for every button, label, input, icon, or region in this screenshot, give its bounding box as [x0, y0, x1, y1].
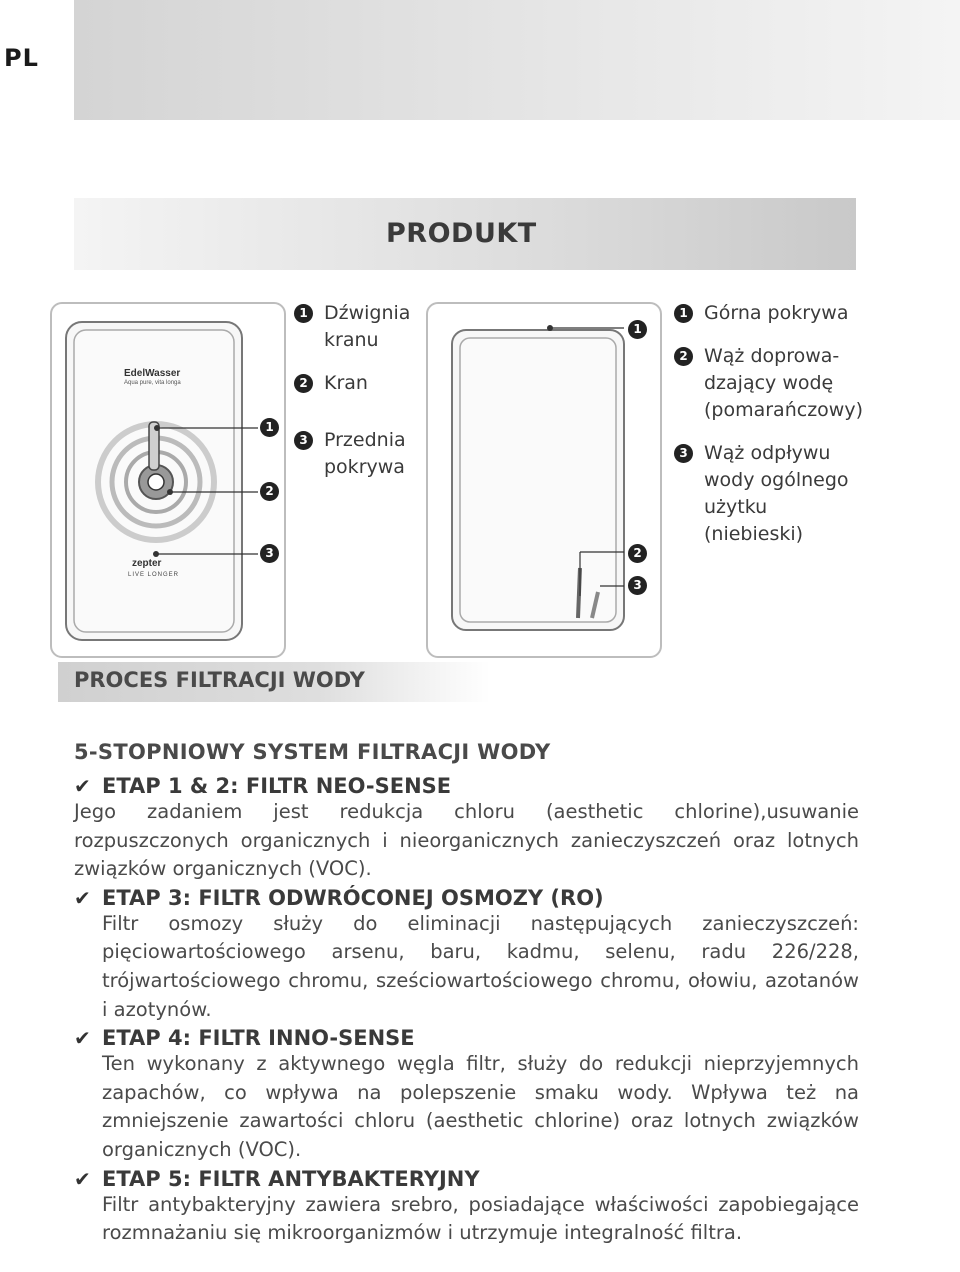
stage-title: [74, 774, 859, 798]
number-badge: 1: [674, 304, 693, 323]
header-band: [74, 0, 960, 120]
callout-1: 1: [260, 418, 279, 437]
number-badge: 3: [674, 444, 693, 463]
stage-description: Filtr antybakteryjny zawiera srebro, posiadające właściwości zapobiegające rozmnażaniu się mikroorganizmów i utrzymuje integralność filtra.: [102, 1192, 859, 1245]
callout-2: 2: [260, 482, 279, 501]
legend-text: Wąż doprowa- dzający wodę (pomarańczowy): [704, 345, 863, 421]
stage-title-text: ETAP 3: FILTR ODWRÓCONEJ OSMOZY (RO): [102, 885, 604, 910]
back-view-legend: [674, 300, 868, 548]
legend-text: Przednia pokrywa: [324, 429, 406, 478]
front-view-legend: [294, 300, 420, 481]
stage-title-text: ETAP 4: FILTR INNO-SENSE: [102, 1026, 415, 1051]
stage-4: [74, 1026, 859, 1164]
back-view-illustration: [426, 302, 662, 658]
callout-2: 2: [628, 544, 647, 563]
number-badge: 2: [674, 347, 693, 366]
legend-text: Kran: [324, 372, 368, 394]
front-view-illustration: [50, 302, 286, 658]
check-icon: ✔: [74, 1166, 91, 1191]
language-label: PL: [4, 44, 39, 72]
stage-5: [74, 1167, 859, 1248]
legend-item: [674, 300, 868, 327]
filtration-content: [74, 740, 859, 1248]
legend-item: [674, 440, 868, 548]
check-icon: ✔: [74, 774, 91, 798]
callout-1: 1: [628, 320, 647, 339]
number-badge: 1: [294, 304, 313, 323]
legend-text: Wąż odpływu wody ogólnego użytku (niebieski): [704, 442, 849, 545]
number-badge: 2: [294, 374, 313, 393]
stage-title-text: ETAP 5: FILTR ANTYBAKTERYJNY: [102, 1166, 480, 1191]
legend-item: [294, 427, 420, 481]
brand-tagline: Aqua pure, vita longa: [124, 380, 181, 386]
section-title: PROCES FILTRACJI WODY: [74, 668, 365, 692]
legend-item: [294, 300, 420, 354]
stage-title: [74, 1026, 859, 1050]
stage-description: Ten wykonany z aktywnego węgla filtr, służy do redukcji nieprzyjemnych zapachów, co wpływa na polepszenie smaku wody. Wpływa też na zmniejszenie zawartości chloru (aesthetic chlorine) oraz lotnych związków organicznych (VOC).: [102, 1052, 859, 1161]
zepter-logo: zepter: [132, 558, 162, 569]
system-title: 5-STOPNIOWY SYSTEM FILTRACJI WODY: [74, 740, 551, 764]
legend-text: Dźwignia kranu: [324, 302, 411, 351]
check-icon: ✔: [74, 1026, 91, 1051]
stage-title-text: ETAP 1 & 2: FILTR NEO-SENSE: [102, 774, 452, 798]
check-icon: ✔: [74, 885, 91, 910]
stage-1-2: [74, 774, 859, 884]
legend-item: [674, 343, 868, 424]
stage-title: [74, 886, 859, 910]
zepter-logo-tagline: LIVE LONGER: [128, 572, 180, 578]
legend-text: Górna pokrywa: [704, 302, 849, 324]
stage-description: Jego zadaniem jest redukcja chloru (aesthetic chlorine),usuwanie rozpuszczonych organicznych i nieorganicznych zanieczyszczeń oraz lotnych związków organicznych (VOC).: [74, 800, 859, 881]
legend-item: [294, 370, 420, 397]
stage-title: [74, 1167, 859, 1191]
page-title: PRODUKT: [386, 218, 537, 249]
brand-label: EdelWasser: [124, 368, 181, 379]
stage-description: Filtr osmozy służy do eliminacji następujących zanieczyszczeń: pięciowartościowego arsenu, baru, kadmu, selenu, radu 226/228, trójwartościowego chromu, sześciowartościowego chromu, ołowiu, azotanów i azotynów.: [102, 911, 859, 1021]
callout-3: 3: [628, 576, 647, 595]
callout-3: 3: [260, 544, 279, 563]
number-badge: 3: [294, 431, 313, 450]
stage-3: [74, 886, 859, 1024]
